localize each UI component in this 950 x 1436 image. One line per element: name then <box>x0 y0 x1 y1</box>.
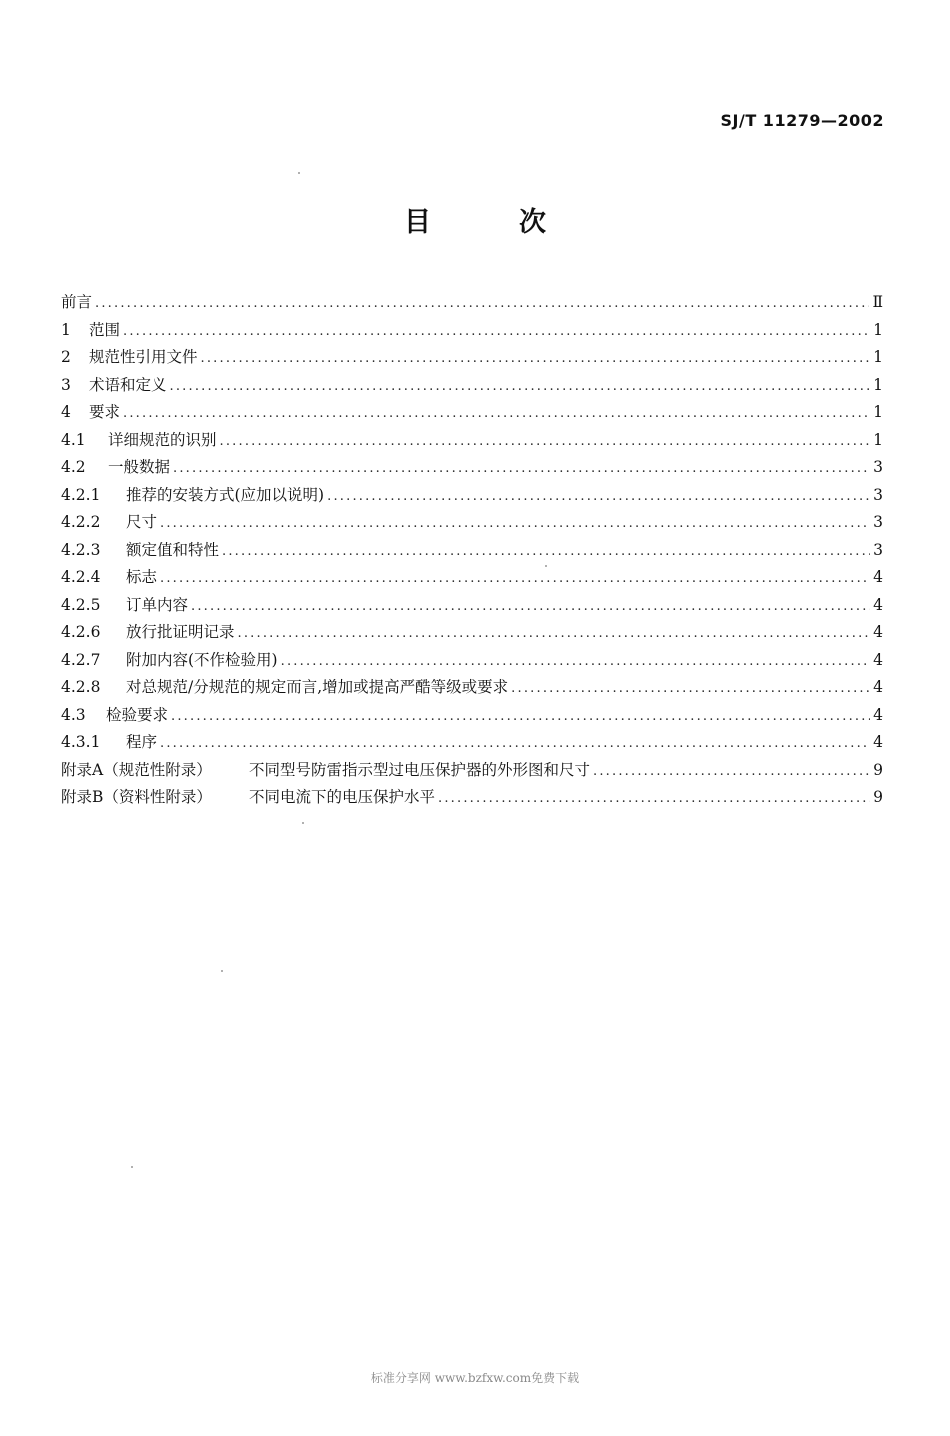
dot-leader <box>222 544 870 559</box>
toc-entry-title: 推荐的安装方式(应加以说明) <box>126 485 325 504</box>
toc-entry-title: 一般数据 <box>108 458 171 476</box>
toc-entry-number: 1 <box>61 320 71 339</box>
toc-entry-page: 1 <box>873 403 883 421</box>
toc-entry-title: 范围 <box>89 320 121 339</box>
toc-entry-title: 要求 <box>89 403 121 421</box>
toc-entry-title: 术语和定义 <box>89 375 167 394</box>
toc-entry-title: 不同电流下的电压保护水平 <box>249 788 436 806</box>
toc-entry[interactable] <box>61 538 883 566</box>
toc-entry-number: 4 <box>61 403 71 421</box>
toc-entry[interactable] <box>61 345 883 373</box>
toc-entry-page: 4 <box>873 705 883 724</box>
dot-leader <box>95 296 869 311</box>
toc-entry-number: 4.2.8 <box>61 678 101 696</box>
toc-entry-number: 4.2.3 <box>61 540 101 559</box>
toc-entry-title: 对总规范/分规范的规定而言,增加或提高严酷等级或要求 <box>126 678 509 696</box>
toc-entry[interactable] <box>61 565 883 593</box>
toc-entry-page: 4 <box>873 678 883 696</box>
toc-entry[interactable] <box>61 318 883 346</box>
toc-entry[interactable] <box>61 400 883 428</box>
toc-entry-page: 9 <box>873 788 883 806</box>
toc-entry-page: 4 <box>873 568 883 586</box>
toc-entry-number: 4.1 <box>61 430 86 449</box>
toc-entry-number: 4.2 <box>61 458 86 476</box>
dot-leader <box>281 654 870 669</box>
toc-entry-page: 4 <box>873 733 883 751</box>
toc-entry-number: 4.3.1 <box>61 733 101 751</box>
table-of-contents <box>61 290 883 813</box>
dot-leader <box>160 736 870 751</box>
toc-entry-title: 额定值和特性 <box>126 540 220 559</box>
toc-entry[interactable] <box>61 620 883 648</box>
toc-entry-title: 标志 <box>126 568 158 586</box>
toc-entry-title: 尺寸 <box>126 513 158 531</box>
toc-entry-page: 3 <box>873 485 883 504</box>
toc-entry[interactable] <box>61 428 883 456</box>
toc-entry-title: 检验要求 <box>106 705 169 724</box>
dot-leader <box>191 599 870 614</box>
toc-entry[interactable] <box>61 703 883 731</box>
toc-entry[interactable] <box>61 648 883 676</box>
toc-entry[interactable] <box>61 675 883 703</box>
dot-leader <box>438 791 870 806</box>
toc-entry-title: 放行批证明记录 <box>126 623 235 641</box>
toc-entry[interactable] <box>61 593 883 621</box>
standard-number: SJ/T 11279—2002 <box>720 111 884 130</box>
toc-entry-number: 4.2.5 <box>61 595 101 614</box>
dot-leader <box>170 379 870 394</box>
toc-entry[interactable] <box>61 483 883 511</box>
toc-entry-page: 1 <box>873 375 883 394</box>
toc-entry-page: 3 <box>873 458 883 476</box>
dot-leader <box>238 626 870 641</box>
dot-leader <box>511 681 870 696</box>
toc-entry[interactable] <box>61 510 883 538</box>
toc-entry-number: 3 <box>61 375 71 394</box>
dot-leader <box>123 406 870 421</box>
toc-entry-number: 附录B（资料性附录） <box>61 788 212 806</box>
toc-entry-title: 订单内容 <box>126 595 189 614</box>
toc-entry[interactable] <box>61 730 883 758</box>
toc-entry-number: 4.3 <box>61 705 86 724</box>
dot-leader <box>201 351 870 366</box>
toc-entry-page: 3 <box>873 513 883 531</box>
toc-entry-page: 1 <box>873 348 883 366</box>
dot-leader <box>171 709 870 724</box>
toc-entry-page: 4 <box>873 595 883 614</box>
toc-entry-page: 1 <box>873 320 883 339</box>
toc-entry-number: 2 <box>61 348 71 366</box>
toc-entry[interactable] <box>61 455 883 483</box>
toc-entry-title: 规范性引用文件 <box>89 348 198 366</box>
scan-speck <box>221 970 223 972</box>
toc-entry-number: 4.2.1 <box>61 485 101 504</box>
toc-entry[interactable] <box>61 758 883 786</box>
toc-entry-page: 4 <box>873 623 883 641</box>
dot-leader <box>593 764 870 779</box>
toc-entry[interactable] <box>61 785 883 813</box>
download-watermark: 标准分享网 www.bzfxw.com免费下载 <box>370 1371 580 1385</box>
dot-leader <box>160 516 870 531</box>
toc-entry-number: 4.2.6 <box>61 623 101 641</box>
dot-leader <box>327 489 870 504</box>
page-title <box>0 200 950 239</box>
toc-entry-number: 4.2.2 <box>61 513 101 531</box>
toc-entry-title: 详细规范的识别 <box>108 430 217 449</box>
toc-entry[interactable] <box>61 290 883 318</box>
toc-entry-page: 4 <box>873 650 883 669</box>
dot-leader <box>220 434 870 449</box>
toc-entry-page: 1 <box>873 430 883 449</box>
toc-entry-title: 程序 <box>126 733 158 751</box>
scan-speck <box>545 565 547 567</box>
toc-entry-title: 前言 <box>61 293 93 311</box>
toc-entry-page: 9 <box>873 760 883 779</box>
toc-entry-page: 3 <box>873 540 883 559</box>
scan-speck <box>302 822 304 824</box>
toc-entry-page: Ⅱ <box>872 293 883 311</box>
dot-leader <box>173 461 870 476</box>
scan-speck <box>298 172 300 174</box>
title-char-1: 目 <box>404 207 431 238</box>
dot-leader <box>160 571 870 586</box>
toc-entry-number: 4.2.4 <box>61 568 101 586</box>
toc-entry[interactable] <box>61 373 883 401</box>
toc-entry-title: 附加内容(不作检验用) <box>126 650 278 669</box>
toc-entry-number: 附录A（规范性附录） <box>61 760 212 779</box>
title-char-2: 次 <box>519 207 546 238</box>
scan-speck <box>131 1166 133 1168</box>
toc-entry-title: 不同型号防雷指示型过电压保护器的外形图和尺寸 <box>249 760 591 779</box>
toc-entry-number: 4.2.7 <box>61 650 101 669</box>
dot-leader <box>123 324 870 339</box>
